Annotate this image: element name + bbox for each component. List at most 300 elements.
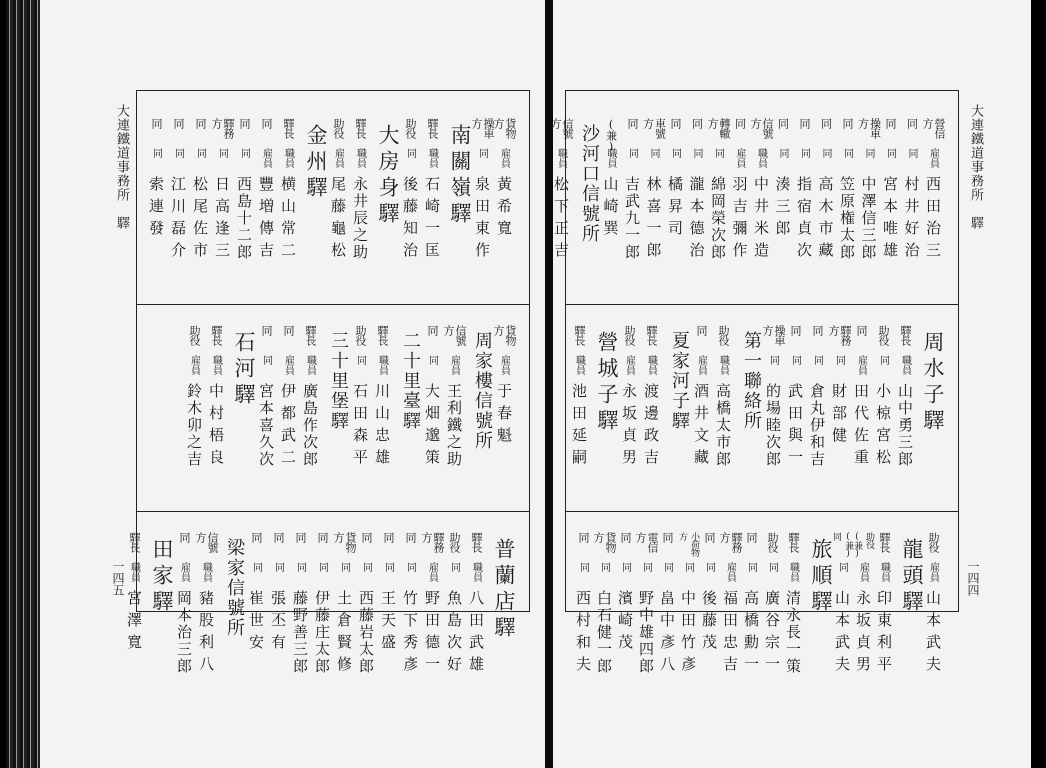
staff-entry	[618, 325, 640, 471]
staff-role: 驛長	[573, 325, 586, 345]
staff-name: 山中勇三郎	[896, 383, 914, 468]
staff-role: 操車方	[470, 118, 495, 138]
staff-rank: 雇員	[332, 148, 344, 168]
staff-entry	[828, 325, 850, 449]
staff-name: 池田延嗣	[570, 383, 588, 471]
station-name: 二十里臺驛	[400, 331, 421, 431]
running-head: 大連鐵道事務所 驛	[114, 104, 129, 230]
staff-role: 同	[404, 532, 417, 542]
staff-name: 山崎巽	[601, 176, 620, 242]
staff-role: (兼)同	[831, 532, 853, 558]
staff-rank: 職員	[376, 355, 388, 375]
staff-name: 八田武雄	[467, 590, 485, 678]
staff-name: 宮澤寬	[125, 590, 143, 656]
staff-name: 笠原権太郎	[838, 176, 856, 261]
staff-role: 同	[282, 325, 295, 335]
staff-role: 貨物方	[492, 118, 517, 138]
staff-entry	[493, 325, 515, 449]
tier-divider	[137, 511, 529, 512]
left-page	[40, 0, 545, 768]
staff-role: 驛務方	[210, 118, 235, 138]
staff-rank: 同	[789, 355, 801, 365]
staff-entry	[355, 532, 377, 675]
staff-entry	[311, 532, 333, 675]
staff-name: 宮本喜久次	[257, 383, 275, 468]
staff-name: 竹下秀彥	[401, 590, 419, 678]
staff-role: 同	[619, 532, 632, 542]
staff-rank: 同	[841, 148, 853, 158]
staff-name: 羽吉彌作	[730, 176, 749, 264]
staff-rank: 同	[820, 148, 831, 158]
staff-role: 助役	[188, 325, 201, 345]
station-name: 普蘭店驛	[492, 538, 516, 642]
staff-entry	[145, 118, 167, 242]
staff-role: 同	[260, 325, 273, 335]
staff-name: 索連發	[147, 176, 165, 242]
staff-role: 同	[178, 532, 191, 542]
staff-entry	[783, 532, 804, 675]
staff-rank: 同	[661, 562, 673, 572]
staff-name: 指宿貞次	[795, 176, 813, 264]
staff-entry	[255, 325, 277, 468]
staff-rank: 同	[294, 562, 306, 572]
book-right-edge	[1029, 0, 1046, 768]
staff-entry	[568, 325, 590, 471]
staff-entry	[699, 532, 720, 656]
staff-rank: 同	[745, 562, 757, 572]
staff-name: 橘昇司	[666, 176, 684, 242]
book-page-edges	[6, 0, 40, 768]
station-name: 旅順驛	[809, 538, 833, 616]
staff-name: 倉丸伊和吉	[808, 383, 826, 468]
staff-name: 後藤知治	[401, 176, 419, 264]
staff-role: 驛長	[128, 532, 141, 552]
staff-role: 助役	[927, 532, 940, 552]
staff-role: 同	[745, 532, 758, 542]
staff-entry	[872, 325, 894, 471]
staff-entry	[636, 532, 657, 675]
staff-rank: 同	[863, 148, 874, 158]
staff-entry	[189, 118, 211, 264]
tier-divider	[566, 511, 958, 512]
staff-name: 野田德一	[423, 590, 441, 678]
staff-rank: 職員	[200, 562, 212, 582]
staff-role: 助役	[623, 325, 636, 345]
staff-rank: 同	[798, 148, 810, 158]
station-name: 田家驛	[150, 538, 174, 616]
station-heading	[575, 124, 603, 244]
staff-role: 驛長	[376, 325, 389, 345]
staff-entry	[879, 118, 901, 264]
station-heading	[230, 331, 258, 409]
staff-rank: 同	[238, 148, 250, 158]
station-heading	[490, 538, 518, 642]
staff-rank: 雇員	[623, 355, 635, 375]
staff-name: 横山常二	[279, 176, 297, 264]
page-number: 一四四	[966, 560, 980, 596]
staff-rank: 同	[476, 148, 488, 158]
staff-name: 印東利平	[875, 590, 893, 678]
staff-name: 廣島作次郎	[301, 383, 319, 468]
station-heading	[919, 331, 947, 435]
staff-rank: 職員	[717, 355, 729, 375]
staff-rank: 同	[426, 355, 438, 365]
staff-role: 驛務方	[827, 325, 852, 345]
staff-rank: 同	[640, 562, 652, 572]
staff-role: 同	[661, 532, 674, 542]
staff-name: 豐増傳吉	[257, 176, 275, 264]
staff-rank: 同	[691, 148, 702, 158]
staff-role: 營信方	[921, 118, 946, 138]
staff-entry	[793, 118, 815, 264]
staff-role: 操車方	[761, 325, 786, 345]
station-heading	[302, 124, 330, 202]
staff-name: 畠中彥八	[658, 590, 676, 678]
staff-rank: 同	[766, 562, 778, 572]
station-heading	[374, 124, 402, 228]
staff-name: 林喜一郎	[644, 176, 663, 264]
staff-entry	[327, 118, 349, 264]
staff-entry	[123, 532, 145, 656]
staff-name: 魚島次好	[445, 590, 463, 678]
staff-name: 中田竹彥	[679, 590, 697, 678]
staff-entry	[815, 118, 837, 264]
staff-role: 驛長	[210, 325, 223, 345]
staff-name: 尾藤龜松	[329, 176, 347, 264]
station-heading	[737, 331, 765, 431]
staff-entry	[922, 118, 944, 264]
staff-role: 驛務方	[718, 532, 743, 552]
staff-name: 高橋太市郎	[714, 383, 732, 468]
staff-role: 同	[172, 118, 185, 128]
staff-role: 車號方	[641, 118, 667, 138]
staff-name: 川山忠雄	[373, 383, 391, 471]
staff-entry	[173, 532, 195, 675]
staff-rank: 同	[272, 562, 284, 572]
staff-entry	[377, 532, 399, 656]
staff-role: 同	[238, 118, 251, 128]
staff-name: 日高逢三	[213, 176, 231, 264]
staff-entry	[678, 532, 699, 678]
station-heading	[665, 331, 693, 431]
staff-name: 張丕有	[269, 590, 287, 656]
staff-entry	[858, 118, 880, 261]
station-heading	[324, 331, 352, 431]
staff-role: 同	[577, 532, 590, 542]
staff-rank: 職員	[787, 562, 799, 582]
staff-name: 中澤信三郎	[859, 176, 878, 261]
staff-role: 轉轍方	[706, 118, 731, 138]
staff-rank: 同	[338, 562, 350, 572]
staff-rank: 職員	[645, 355, 657, 375]
staff-role: 同	[360, 532, 373, 542]
page-number: 一四五	[111, 560, 125, 596]
staff-rank: 同	[598, 562, 610, 572]
staff-name: 財部健	[830, 383, 848, 449]
station-heading	[148, 538, 176, 616]
staff-entry	[550, 118, 572, 264]
staff-rank: 同	[404, 148, 416, 158]
staff-rank: 同	[777, 148, 788, 158]
staff-role: 操車方	[856, 118, 882, 138]
staff-role: 同	[690, 118, 704, 128]
staff-entry	[874, 532, 895, 678]
tier-divider	[566, 304, 958, 305]
staff-rank: 職員	[573, 355, 585, 375]
staff-rank: 職員	[470, 562, 482, 582]
station-name: 周水子驛	[921, 331, 945, 435]
staff-entry	[594, 532, 615, 675]
staff-rank: 同	[172, 148, 184, 158]
staff-role: 同	[855, 325, 868, 335]
staff-rank: 雇員	[724, 562, 736, 582]
staff-name: 鈴木卯之吉	[185, 383, 203, 468]
staff-role: 助役	[448, 532, 461, 552]
staff-name: 大畑邈策	[423, 383, 441, 471]
staff-role: 同	[884, 118, 897, 128]
staff-rank: 雇員	[855, 355, 867, 375]
staff-entry	[772, 118, 794, 242]
staff-name: 松下正吉	[552, 176, 570, 264]
staff-entry	[657, 532, 678, 678]
staff-entry	[195, 532, 217, 678]
staff-name: 黃希寬	[495, 176, 513, 242]
staff-name: 永坂貞男	[854, 590, 872, 678]
staff-entry	[621, 118, 643, 261]
staff-rank: 職員	[755, 148, 767, 168]
staff-role: 同	[703, 532, 716, 542]
staff-rank: 職員	[128, 562, 140, 582]
staff-role: 助役	[766, 532, 779, 552]
staff-name: 渡邊政吉	[642, 383, 660, 471]
staff-name: 西田治三	[924, 176, 942, 264]
staff-role: 驛長	[304, 325, 317, 345]
staff-role: 驛長	[470, 532, 483, 552]
staff-entry	[399, 118, 421, 264]
staff-entry	[690, 325, 712, 471]
staff-name: 伊都武二	[279, 383, 297, 471]
staff-rank: 同	[712, 148, 724, 158]
station-name: 金州驛	[304, 124, 328, 202]
staff-rank: 同	[877, 355, 889, 365]
staff-entry	[211, 118, 233, 264]
staff-role: 驛長	[787, 532, 800, 552]
staff-rank: 職員	[426, 148, 438, 168]
staff-name: 山本武夫	[924, 590, 942, 678]
staff-name: 松尾佐市	[191, 176, 209, 264]
staff-entry	[573, 532, 594, 678]
staff-name: 吉武九一郎	[623, 176, 641, 261]
staff-role: 同	[626, 118, 639, 128]
staff-role: 同	[250, 532, 263, 542]
staff-name: 崔世安	[247, 590, 265, 656]
staff-role: 驛長	[878, 532, 891, 552]
staff-name: 王天盛	[379, 590, 397, 656]
station-name: 夏家河子驛	[669, 331, 690, 431]
staff-role: 助役	[877, 325, 890, 345]
staff-role: 同	[819, 118, 833, 128]
station-name: 大房身驛	[376, 124, 400, 228]
staff-name: 西島十二郎	[235, 176, 253, 261]
staff-role: 貨物方	[492, 325, 517, 345]
staff-entry	[707, 118, 729, 261]
staff-name: 永井辰之助	[351, 176, 369, 261]
staff-name: 永坂貞男	[620, 383, 638, 471]
staff-entry	[245, 532, 267, 656]
staff-name: 高木市藏	[816, 176, 835, 264]
staff-name: 江川磊介	[169, 176, 187, 264]
station-heading	[220, 538, 248, 638]
staff-name: 中井米造	[752, 176, 770, 264]
staff-role: 同	[426, 325, 439, 335]
staff-name: 岡本治三郎	[175, 590, 193, 675]
station-name: 石河驛	[232, 331, 256, 409]
staff-entry	[205, 325, 227, 471]
staff-entry	[267, 532, 289, 656]
staff-rank: 同	[316, 562, 328, 572]
station-heading	[396, 331, 424, 431]
staff-role: 同	[316, 532, 329, 542]
staff-entry	[289, 532, 311, 675]
staff-role: 貨物方	[592, 532, 617, 552]
staff-role: 驛長	[899, 325, 912, 345]
staff-rank: 同	[194, 148, 206, 158]
staff-entry	[762, 532, 783, 678]
running-head: 大連鐵道事務所 驛	[968, 104, 983, 230]
staff-rank: 同	[648, 148, 659, 158]
staff-name: 酒井文藏	[692, 383, 710, 471]
staff-entry	[640, 325, 662, 471]
staff-rank: 同	[703, 562, 715, 572]
station-name: 沙河口信號所	[579, 124, 600, 244]
station-heading	[807, 538, 835, 616]
staff-rank: 雇員	[927, 148, 939, 168]
staff-name: 湊三郎	[773, 176, 792, 242]
staff-role: 信號方	[549, 118, 574, 138]
tier-divider	[137, 304, 529, 305]
staff-rank: 同	[884, 148, 896, 158]
staff-name: 高橋勳一	[742, 590, 760, 678]
staff-entry	[333, 532, 355, 678]
station-name: 梁家信號所	[224, 538, 245, 638]
staff-role: 同	[695, 325, 708, 335]
staff-rank: 雇員	[498, 355, 510, 375]
staff-entry	[299, 325, 321, 468]
staff-role: 驛長	[354, 118, 367, 138]
staff-entry	[729, 118, 751, 264]
staff-rank: 同	[382, 562, 394, 572]
right-page	[549, 0, 1031, 768]
staff-rank: 職員	[555, 148, 567, 168]
staff-entry	[465, 532, 487, 678]
staff-role: 信號方	[194, 532, 219, 552]
staff-role: 同	[798, 118, 811, 128]
staff-rank: 雇員	[178, 562, 190, 582]
staff-entry	[167, 118, 189, 264]
staff-entry	[850, 325, 872, 471]
staff-name: 的場睦次郎	[764, 383, 782, 468]
staff-entry	[277, 118, 299, 264]
staff-role: 同	[811, 325, 824, 335]
staff-name: 綿岡榮次郎	[709, 176, 727, 261]
staff-role: 同	[150, 118, 163, 128]
staff-rank: 雇員	[927, 562, 939, 582]
staff-role: 同	[294, 532, 307, 542]
staff-role: 信號方	[749, 118, 774, 138]
staff-name: 豬股利八	[197, 590, 215, 678]
staff-name: 山本武夫	[833, 590, 851, 678]
staff-rank: 職員	[899, 355, 911, 375]
staff-name: 宮本唯雄	[881, 176, 899, 264]
staff-rank: 同	[833, 355, 845, 365]
staff-rank: 同	[404, 562, 416, 572]
staff-role: 同	[841, 118, 854, 128]
staff-entry	[233, 118, 255, 261]
station-name: 龍頭驛	[900, 538, 924, 616]
staff-role: 同	[260, 118, 273, 128]
staff-entry	[493, 118, 515, 242]
staff-name: 石田森平	[351, 383, 369, 471]
staff-entry	[894, 325, 916, 468]
staff-entry	[806, 325, 828, 468]
staff-name: 石崎一匡	[423, 176, 441, 264]
staff-rank: 雇員	[498, 148, 510, 168]
staff-role: 同	[789, 325, 802, 335]
staff-role: 同	[194, 118, 207, 128]
staff-rank: 同	[836, 562, 848, 572]
staff-role: 同	[272, 532, 285, 542]
staff-role: 同	[733, 118, 747, 128]
staff-entry	[399, 532, 421, 678]
station-heading	[898, 538, 926, 616]
station-name: 南關嶺驛	[448, 124, 472, 228]
staff-entry	[836, 118, 858, 261]
staff-entry	[255, 118, 277, 264]
station-name: 營城子驛	[595, 331, 619, 435]
staff-name: 王利鐵之助	[445, 383, 463, 468]
staff-rank: 同	[150, 148, 162, 158]
staff-role: 助役	[354, 325, 367, 345]
staff-role: 同	[776, 118, 790, 128]
staff-entry	[784, 325, 806, 471]
staff-rank: 同	[250, 562, 262, 572]
staff-rank: 同	[811, 355, 823, 365]
staff-rank: 同	[448, 562, 460, 572]
staff-name: 藤野善三郎	[291, 590, 309, 675]
staff-entry	[443, 325, 465, 468]
staff-name: 清永長一策	[784, 590, 802, 675]
staff-role: 同	[669, 118, 682, 128]
staff-name: 土倉賢修	[335, 590, 353, 678]
staff-role: 驛務方	[420, 532, 445, 552]
staff-role: 同	[382, 532, 395, 542]
staff-name: 瀧本德治	[687, 176, 706, 264]
staff-rank: 雇員	[260, 148, 272, 168]
staff-name: 白石健一郎	[595, 590, 613, 675]
staff-entry	[712, 325, 734, 468]
staff-rank: 雇員	[857, 562, 869, 582]
staff-name: 中村梧良	[207, 383, 225, 471]
staff-entry	[615, 532, 636, 656]
staff-entry	[762, 325, 784, 468]
staff-name: 西村和夫	[574, 590, 592, 678]
staff-entry	[750, 118, 772, 264]
staff-rank: 同	[354, 355, 366, 365]
staff-rank: 職員	[605, 148, 616, 168]
staff-name: 武田與一	[786, 383, 804, 471]
staff-name: 泉田東作	[473, 176, 491, 264]
staff-rank: 雇員	[188, 355, 200, 375]
